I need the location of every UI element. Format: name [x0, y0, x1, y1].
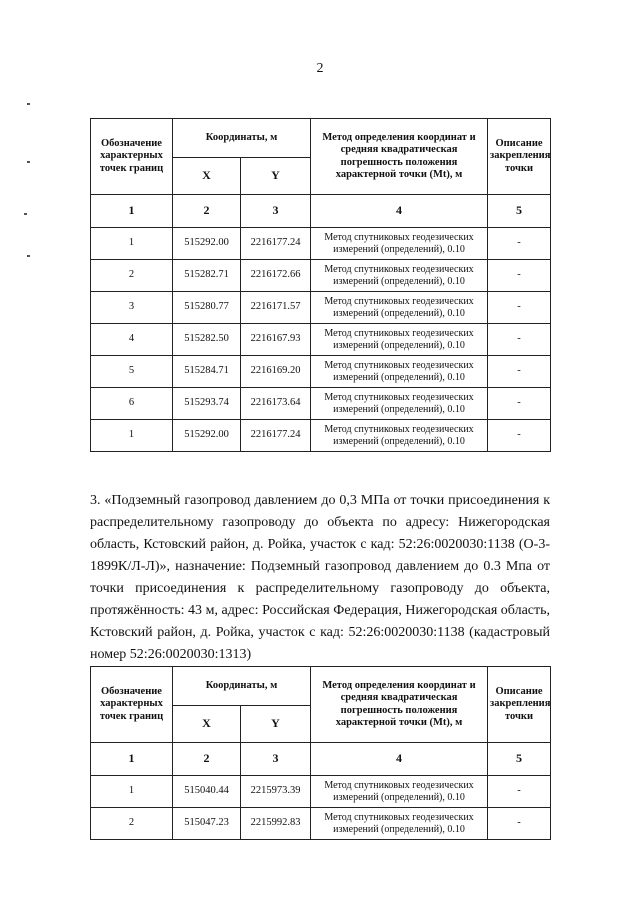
coordinates-table-1: [90, 118, 551, 452]
y-cell: 2216177.24: [241, 228, 311, 260]
column-number: 4: [311, 195, 488, 228]
header-points: Обозначение характерных точек границ: [91, 667, 173, 743]
scan-speck: [27, 103, 30, 105]
description-cell: -: [488, 292, 551, 324]
column-number: 4: [311, 743, 488, 776]
method-cell: Метод спутниковых геодезических измерений (определений), 0.10: [311, 228, 488, 260]
coordinates-table-2: [90, 666, 551, 840]
header-points: Обозначение характерных точек границ: [91, 119, 173, 195]
table-row: [91, 292, 551, 324]
table-row: [91, 776, 551, 808]
method-cell: Метод спутниковых геодезических измерений (определений), 0.10: [311, 260, 488, 292]
description-cell: -: [488, 776, 551, 808]
x-cell: 515293.74: [173, 388, 241, 420]
column-number: 3: [241, 195, 311, 228]
column-number: 2: [173, 195, 241, 228]
method-cell: Метод спутниковых геодезических измерений (определений), 0.10: [311, 420, 488, 452]
object-description-paragraph: 3. «Подземный газопровод давлением до 0,3 МПа от точки присоединения к распределительному газопроводу до объекта по адресу: Нижегородская область, Кстовский район, д. Ройка, участок с кад: 52:26:0020030:1138 (О-3-1899К/Л-Л)», назначение: Подземный газопровод давлением до 0.3 Мпа от точки присоединения к распределительному газопроводу до объекта, протяжённость: 43 м, адрес: Российская Федерация, Нижегородская область, Кстовский район, д. Ройка, участок с кад: 52:26:0020030:1138 (кадастровый номер 52:26:0020030:1313): [90, 493, 550, 662]
method-cell: Метод спутниковых геодезических измерений (определений), 0.10: [311, 388, 488, 420]
column-number: 5: [488, 195, 551, 228]
y-cell: 2215992.83: [241, 808, 311, 840]
header-method: Метод определения координат и средняя квадратическая погрешность положения характерной точки (Mt), м: [311, 667, 488, 743]
table-row: [91, 324, 551, 356]
column-number: 3: [241, 743, 311, 776]
method-cell: Метод спутниковых геодезических измерений (определений), 0.10: [311, 776, 488, 808]
y-cell: 2216171.57: [241, 292, 311, 324]
scan-speck: [27, 161, 30, 163]
table-row: [91, 260, 551, 292]
description-cell: -: [488, 260, 551, 292]
method-cell: Метод спутниковых геодезических измерений (определений), 0.10: [311, 292, 488, 324]
description-cell: -: [488, 228, 551, 260]
point-cell: 6: [91, 388, 173, 420]
y-cell: 2215973.39: [241, 776, 311, 808]
point-cell: 4: [91, 324, 173, 356]
description-cell: -: [488, 388, 551, 420]
y-cell: 2216167.93: [241, 324, 311, 356]
scan-speck: [27, 255, 30, 257]
y-cell: 2216173.64: [241, 388, 311, 420]
header-coordinates: Координаты, м: [173, 667, 311, 706]
point-cell: 1: [91, 228, 173, 260]
point-cell: 1: [91, 420, 173, 452]
x-cell: 515040.44: [173, 776, 241, 808]
description-cell: -: [488, 808, 551, 840]
method-cell: Метод спутниковых геодезических измерений (определений), 0.10: [311, 356, 488, 388]
point-cell: 2: [91, 260, 173, 292]
header-y: Y: [241, 158, 311, 195]
column-number: 5: [488, 743, 551, 776]
column-number: 2: [173, 743, 241, 776]
table-row: [91, 808, 551, 840]
point-cell: 3: [91, 292, 173, 324]
x-cell: 515282.71: [173, 260, 241, 292]
column-number: 1: [91, 743, 173, 776]
point-cell: 5: [91, 356, 173, 388]
method-cell: Метод спутниковых геодезических измерений (определений), 0.10: [311, 324, 488, 356]
method-cell: Метод спутниковых геодезических измерений (определений), 0.10: [311, 808, 488, 840]
y-cell: 2216169.20: [241, 356, 311, 388]
header-description: Описание закрепления точки: [488, 667, 551, 743]
table-row: [91, 388, 551, 420]
x-cell: 515047.23: [173, 808, 241, 840]
table-row: [91, 228, 551, 260]
x-cell: 515284.71: [173, 356, 241, 388]
y-cell: 2216172.66: [241, 260, 311, 292]
column-number: 1: [91, 195, 173, 228]
description-cell: -: [488, 420, 551, 452]
header-coordinates: Координаты, м: [173, 119, 311, 158]
y-cell: 2216177.24: [241, 420, 311, 452]
point-cell: 1: [91, 776, 173, 808]
description-cell: -: [488, 356, 551, 388]
x-cell: 515280.77: [173, 292, 241, 324]
header-x: X: [173, 706, 241, 743]
page-number: 2: [316, 61, 324, 76]
point-cell: 2: [91, 808, 173, 840]
description-cell: -: [488, 324, 551, 356]
x-cell: 515292.00: [173, 228, 241, 260]
header-y: Y: [241, 706, 311, 743]
x-cell: 515282.50: [173, 324, 241, 356]
table-row: [91, 420, 551, 452]
header-method: Метод определения координат и средняя квадратическая погрешность положения характерной точки (Mt), м: [311, 119, 488, 195]
scan-speck: [24, 213, 27, 215]
table-row: [91, 356, 551, 388]
x-cell: 515292.00: [173, 420, 241, 452]
header-description: Описание закрепления точки: [488, 119, 551, 195]
header-x: X: [173, 158, 241, 195]
